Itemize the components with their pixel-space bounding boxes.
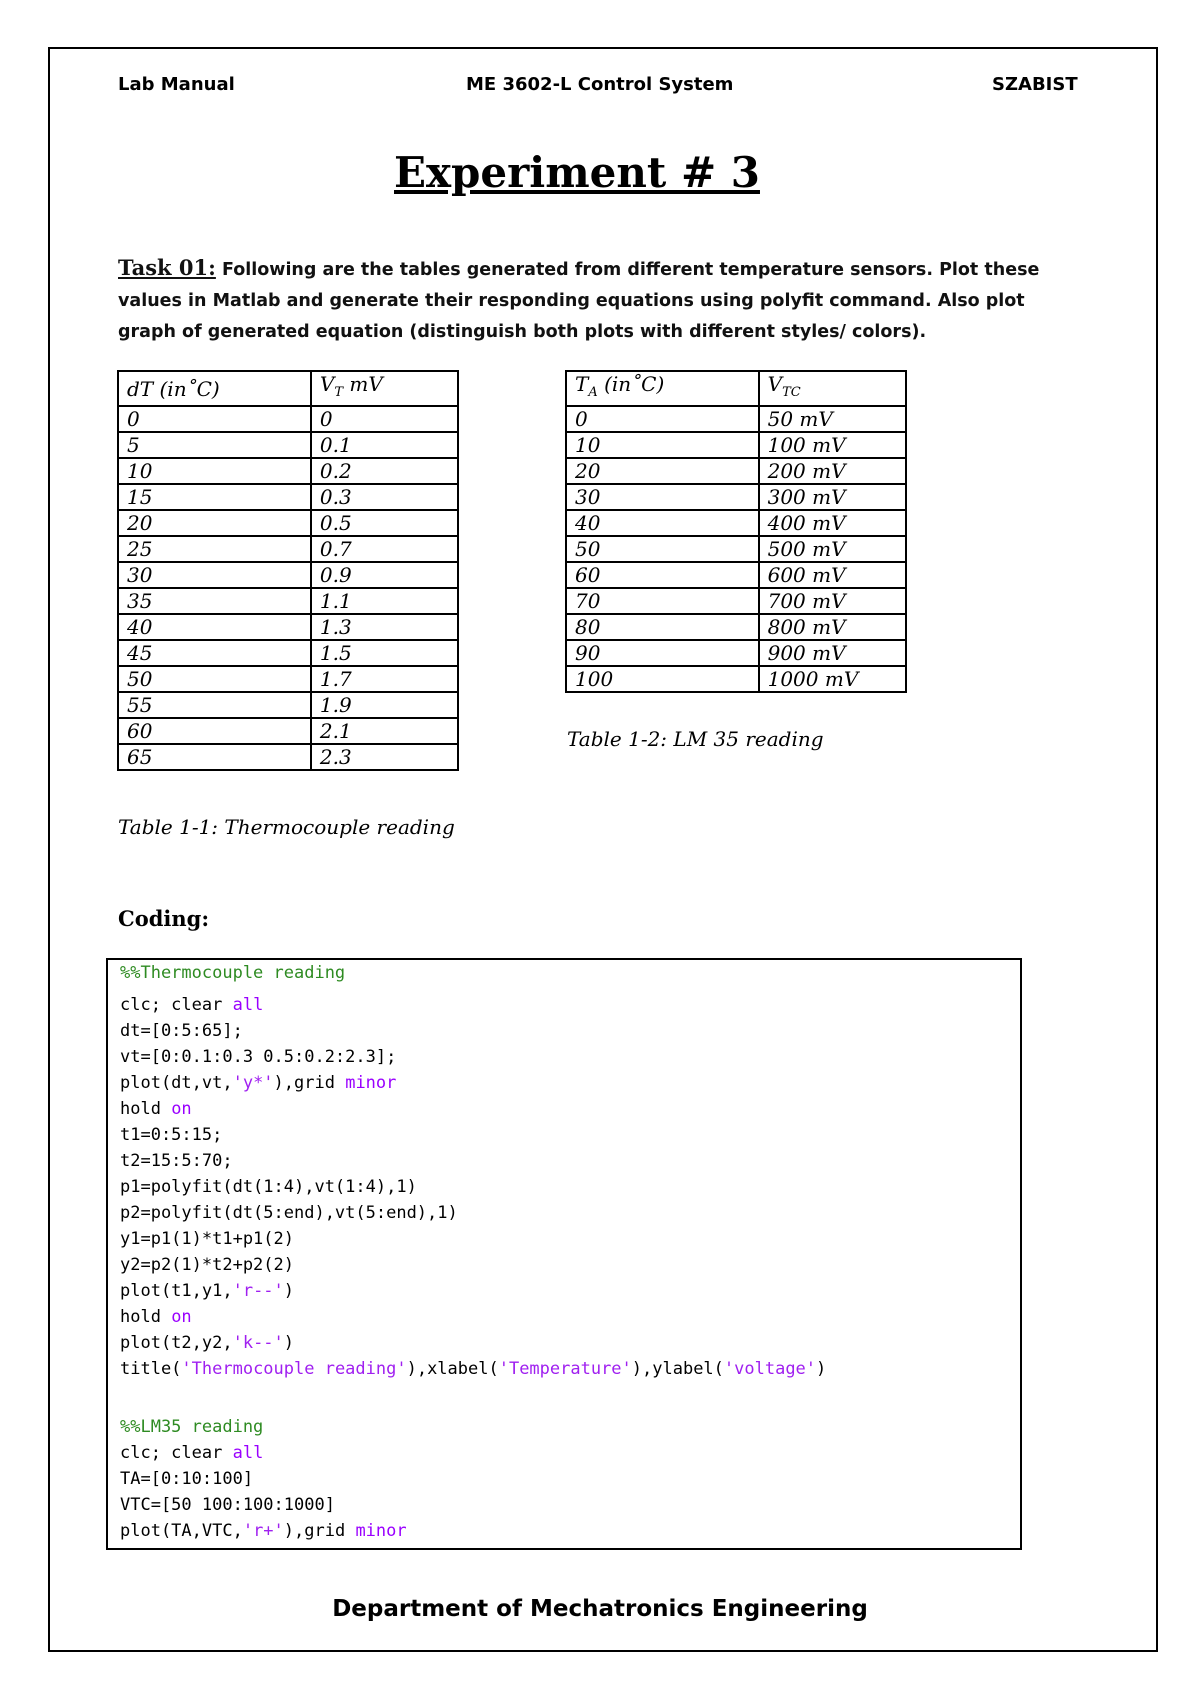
table-cell: 100 xyxy=(566,666,759,692)
table-cell: 2.3 xyxy=(311,744,458,770)
page-title: Experiment # 3 xyxy=(394,148,760,197)
code-line xyxy=(120,1174,1020,1200)
code-token: minor xyxy=(355,1521,407,1541)
table-row xyxy=(566,640,906,666)
code-spacer xyxy=(120,1382,1020,1414)
header-cell-dt: dT (in˚C) xyxy=(118,371,311,406)
code-token: hold xyxy=(120,1307,172,1327)
table-cell: 20 xyxy=(566,458,759,484)
lm35-table xyxy=(565,370,907,693)
table-cell: 15 xyxy=(118,484,311,510)
header-left: Lab Manual xyxy=(118,74,235,95)
table-row xyxy=(118,666,458,692)
table-cell: 10 xyxy=(118,458,311,484)
table-cell: 40 xyxy=(566,510,759,536)
header-center: ME 3602-L Control System xyxy=(466,74,734,95)
table-cell: 1.7 xyxy=(311,666,458,692)
code-token: 'k--' xyxy=(232,1333,284,1353)
code-token: 'r+' xyxy=(242,1521,284,1541)
table-cell: 80 xyxy=(566,614,759,640)
table-cell: 500 mV xyxy=(759,536,906,562)
table1-caption: Table 1-1: Thermocouple reading xyxy=(118,815,455,839)
table-header-row xyxy=(118,371,458,406)
code-token: minor xyxy=(345,1073,397,1093)
table-row xyxy=(566,588,906,614)
code-token: 'voltage' xyxy=(723,1359,817,1379)
code-line xyxy=(120,960,1020,986)
table-row xyxy=(566,666,906,692)
table-cell: 45 xyxy=(118,640,311,666)
table-row xyxy=(118,536,458,562)
code-token: title( xyxy=(120,1359,182,1379)
table-cell: 30 xyxy=(118,562,311,588)
task-text: Following are the tables generated from different temperature sensors. Plot these values in Matlab and generate their responding equations using polyfit command. Also plot graph of generated equation (distinguish both plots with different styles/ colors). xyxy=(118,260,1040,342)
code-line xyxy=(120,1466,1020,1492)
table-row xyxy=(118,640,458,666)
table-row xyxy=(118,588,458,614)
code-token: t1=0:5:15; xyxy=(120,1125,223,1145)
table-cell: 10 xyxy=(566,432,759,458)
code-token: clc; clear xyxy=(120,995,233,1015)
table-cell: 1000 mV xyxy=(759,666,906,692)
table-cell: 2.1 xyxy=(311,718,458,744)
header-cell-vt: $V_T$ mV xyxy=(311,371,458,406)
table-cell: 50 xyxy=(566,536,759,562)
table-cell: 800 mV xyxy=(759,614,906,640)
code-block xyxy=(106,958,1022,1550)
table-cell: 600 mV xyxy=(759,562,906,588)
table-cell: 35 xyxy=(118,588,311,614)
code-token: %%Thermocouple reading xyxy=(120,963,346,983)
table-cell: 0.1 xyxy=(311,432,458,458)
table-cell: 300 mV xyxy=(759,484,906,510)
code-token: on xyxy=(171,1307,192,1327)
table-row xyxy=(118,744,458,770)
table-cell: 0.9 xyxy=(311,562,458,588)
code-token: on xyxy=(171,1099,192,1119)
table-cell: 1.3 xyxy=(311,614,458,640)
code-token: %%LM35 reading xyxy=(120,1417,264,1437)
table-cell: 1.5 xyxy=(311,640,458,666)
code-token: VTC=[50 100:100:1000] xyxy=(120,1495,335,1515)
table-row xyxy=(118,406,458,432)
table-cell: 50 xyxy=(118,666,311,692)
table-cell: 400 mV xyxy=(759,510,906,536)
table-row xyxy=(118,458,458,484)
footer: Department of Mechatronics Engineering xyxy=(332,1596,868,1622)
code-line xyxy=(120,1018,1020,1044)
table-row xyxy=(118,562,458,588)
table-cell: 60 xyxy=(566,562,759,588)
header-right: SZABIST xyxy=(992,74,1078,95)
code-line xyxy=(120,1278,1020,1304)
table-row xyxy=(566,510,906,536)
code-line xyxy=(120,1122,1020,1148)
table-row xyxy=(566,432,906,458)
code-token: 'r--' xyxy=(232,1281,284,1301)
table-cell: 1.9 xyxy=(311,692,458,718)
table-cell: 0.2 xyxy=(311,458,458,484)
code-line xyxy=(120,1252,1020,1278)
code-line xyxy=(120,1096,1020,1122)
coding-heading: Coding: xyxy=(118,906,210,931)
code-token: 'y*' xyxy=(232,1073,274,1093)
code-line xyxy=(120,1044,1020,1070)
code-token: ) xyxy=(283,1333,295,1353)
table-row xyxy=(118,484,458,510)
table-cell: 60 xyxy=(118,718,311,744)
table-cell: 65 xyxy=(118,744,311,770)
table-cell: 200 mV xyxy=(759,458,906,484)
code-token: ),grid xyxy=(273,1073,346,1093)
table-cell: 5 xyxy=(118,432,311,458)
code-line xyxy=(120,992,1020,1018)
table-cell: 50 mV xyxy=(759,406,906,432)
table-row xyxy=(566,458,906,484)
table-header-row xyxy=(566,371,906,406)
code-token: 'Temperature' xyxy=(498,1359,632,1379)
code-token: p1=polyfit(dt(1:4),vt(1:4),1) xyxy=(120,1177,417,1197)
table-row xyxy=(118,510,458,536)
code-token: plot(dt,vt, xyxy=(120,1073,233,1093)
header-cell-vtc: $V_{TC}$ xyxy=(759,371,906,406)
code-token: all xyxy=(232,995,264,1015)
code-token: plot(TA,VTC, xyxy=(120,1521,243,1541)
code-line xyxy=(120,1440,1020,1466)
code-token: ) xyxy=(816,1359,827,1379)
code-token: p2=polyfit(dt(5:end),vt(5:end),1) xyxy=(120,1203,458,1223)
code-line xyxy=(120,1518,1020,1544)
table-cell: 0 xyxy=(118,406,311,432)
code-token: dt=[0:5:65]; xyxy=(120,1021,243,1041)
code-line xyxy=(120,1200,1020,1226)
code-token: ),xlabel( xyxy=(406,1359,499,1379)
table-cell: 40 xyxy=(118,614,311,640)
table-cell: 0.3 xyxy=(311,484,458,510)
code-token: vt=[0:0.1:0.3 0.5:0.2:2.3]; xyxy=(120,1047,397,1067)
table-cell: 20 xyxy=(118,510,311,536)
table-row xyxy=(566,536,906,562)
code-line xyxy=(120,1226,1020,1252)
code-token: ),ylabel( xyxy=(631,1359,724,1379)
code-token: TA=[0:10:100] xyxy=(120,1469,254,1489)
code-token: plot(t1,y1, xyxy=(120,1281,233,1301)
code-line xyxy=(120,1070,1020,1096)
code-token: hold xyxy=(120,1099,172,1119)
code-token: clc; clear xyxy=(120,1443,233,1463)
code-line xyxy=(120,1148,1020,1174)
table-cell: 25 xyxy=(118,536,311,562)
table-row xyxy=(566,484,906,510)
table-row xyxy=(118,718,458,744)
table-row xyxy=(118,432,458,458)
code-token: plot(t2,y2, xyxy=(120,1333,233,1353)
table-row xyxy=(566,562,906,588)
code-token: ) xyxy=(283,1281,295,1301)
code-token: all xyxy=(232,1443,264,1463)
table-cell: 700 mV xyxy=(759,588,906,614)
thermocouple-table xyxy=(117,370,459,771)
code-line xyxy=(120,1414,1020,1440)
table-cell: 0 xyxy=(566,406,759,432)
table-row xyxy=(118,692,458,718)
table-cell: 0.7 xyxy=(311,536,458,562)
code-line xyxy=(120,1356,1020,1382)
task-paragraph xyxy=(118,252,1078,348)
table2-caption: Table 1-2: LM 35 reading xyxy=(567,727,824,751)
code-token: 'Thermocouple reading' xyxy=(181,1359,407,1379)
code-token: t2=15:5:70; xyxy=(120,1151,233,1171)
task-label: Task 01: xyxy=(118,255,216,280)
code-token: y1=p1(1)*t1+p1(2) xyxy=(120,1229,294,1249)
table-cell: 100 mV xyxy=(759,432,906,458)
code-line xyxy=(120,1304,1020,1330)
table-cell: 90 xyxy=(566,640,759,666)
table-cell: 0 xyxy=(311,406,458,432)
table-cell: 55 xyxy=(118,692,311,718)
code-token: ),grid xyxy=(283,1521,356,1541)
table-cell: 0.5 xyxy=(311,510,458,536)
table-cell: 70 xyxy=(566,588,759,614)
table-cell: 1.1 xyxy=(311,588,458,614)
table-cell: 900 mV xyxy=(759,640,906,666)
table-row xyxy=(118,614,458,640)
table-row xyxy=(566,614,906,640)
code-line xyxy=(120,1492,1020,1518)
code-token: y2=p2(1)*t2+p2(2) xyxy=(120,1255,294,1275)
table-row xyxy=(566,406,906,432)
table-cell: 30 xyxy=(566,484,759,510)
header-cell-ta: $T_A$ (in˚C) xyxy=(566,371,759,406)
code-line xyxy=(120,1330,1020,1356)
